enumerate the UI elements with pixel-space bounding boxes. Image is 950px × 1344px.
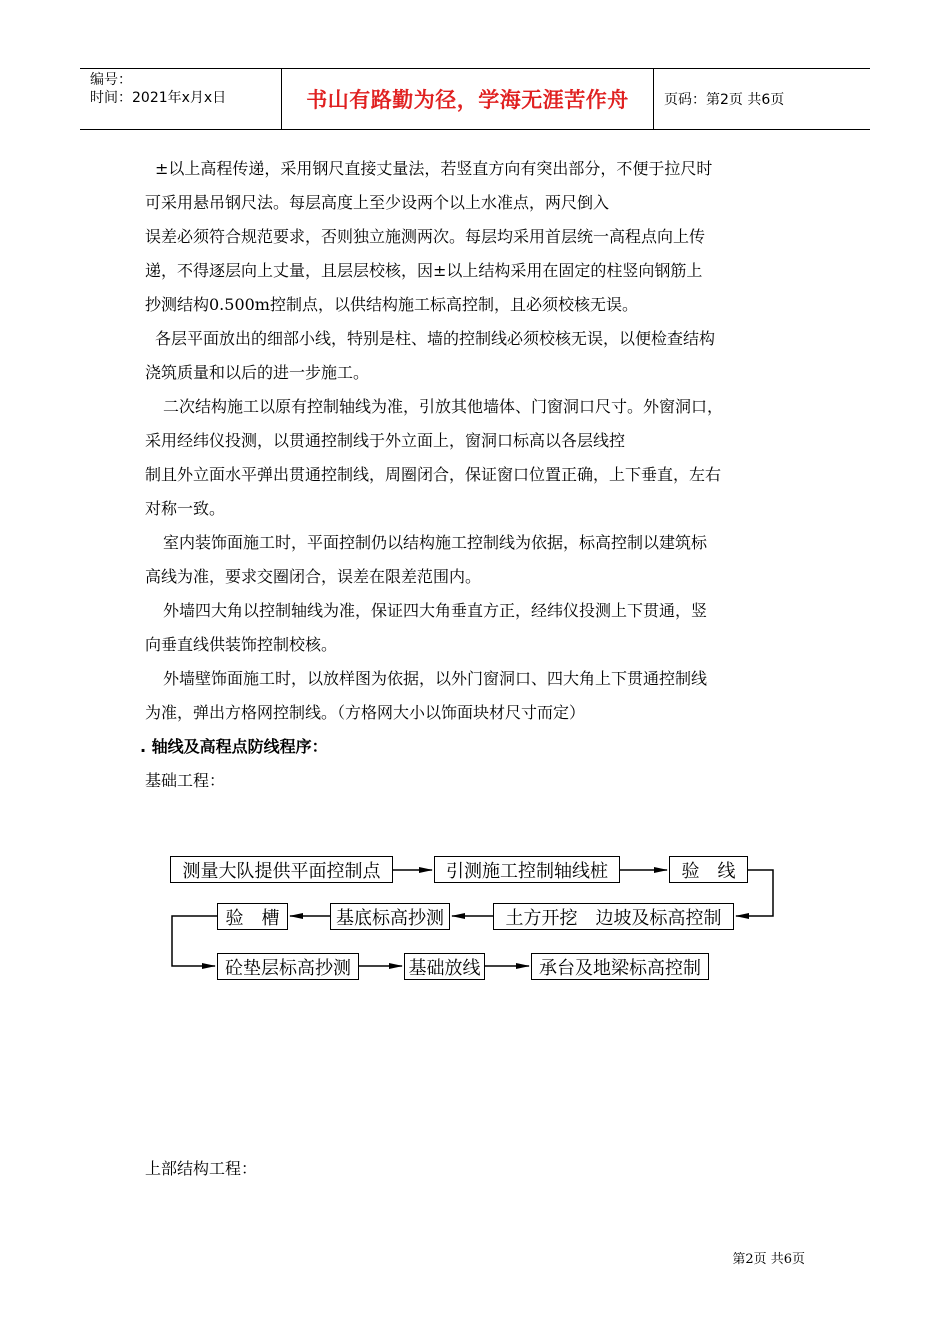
text-line: 高线为准，要求交圈闭合，误差在限差范围内。 — [145, 567, 482, 586]
body-text — [140, 152, 815, 798]
text-line: 可采用悬吊钢尺法。每层高度上至少设两个以上水准点，两尺倒入 — [145, 193, 610, 212]
flow-step-line-check: 验 线 — [669, 856, 748, 883]
text-line: 制且外立面水平弹出贯通控制线，周圈闭合，保证窗口位置正确，上下垂直，左右 — [145, 465, 722, 484]
time-label: 时间：2021年x月x日 — [90, 90, 227, 106]
text-line: 浇筑质量和以后的进一步施工。 — [145, 363, 370, 382]
text-line: 采用经纬仪投测，以贯通控制线于外立面上，窗洞口标高以各层线控 — [145, 431, 626, 450]
code-label: 编号： — [90, 72, 132, 88]
flow-step-base-elevation: 基底标高抄测 — [330, 903, 450, 930]
page-footer: 第2页 共6页 — [732, 1252, 805, 1267]
subsection-foundation: 基础工程： — [145, 771, 226, 790]
text-line: 抄测结构0.500m控制点，以供结构施工标高控制，且必须校核无误。 — [145, 295, 638, 314]
arrow-b6-b7 — [172, 916, 217, 966]
page-header — [80, 68, 870, 130]
text-line: 误差必须符合规范要求，否则独立施测两次。每层均采用首层统一高程点向上传 — [145, 227, 706, 246]
text-line: 二次结构施工以原有控制轴线为准，引放其他墙体、门窗洞口尺寸。外窗洞口， — [163, 397, 724, 416]
text-line: 对称一致。 — [145, 499, 226, 518]
text-line: 为准，弹出方格网控制线。（方格网大小以饰面块材尺寸而定） — [145, 703, 586, 722]
text-line: 外墙四大角以控制轴线为准，保证四大角垂直方正，经纬仪投测上下贯通，竖 — [163, 601, 708, 620]
text-line: ±以上高程传递，采用钢尺直接丈量法，若竖直方向有突出部分，不便于拉尺时 — [155, 159, 713, 178]
flow-step-cushion-elevation: 砼垫层标高抄测 — [217, 953, 359, 980]
text-line: 外墙壁饰面施工时，以放样图为依据，以外门窗洞口、四大角上下贯通控制线 — [163, 669, 708, 688]
flow-step-foundation-layout: 基础放线 — [404, 953, 485, 980]
text-line: 向垂直线供装饰控制校核。 — [145, 635, 338, 654]
flow-step-excavation: 土方开挖 边坡及标高控制 — [493, 903, 734, 930]
flow-step-trench-check: 验 槽 — [217, 903, 288, 930]
flow-step-cap-beam-elevation: 承台及地梁标高控制 — [531, 953, 709, 980]
section-title: . 轴线及高程点防线程序： — [140, 737, 328, 756]
header-motto: 书山有路勤为径，学海无涯苦作舟 — [282, 69, 654, 129]
text-line: 各层平面放出的细部小线，特别是柱、墙的控制线必须校核无误，以便检查结构 — [155, 329, 716, 348]
subsection-superstructure: 上部结构工程： — [145, 1159, 258, 1178]
foundation-flowchart — [160, 848, 800, 988]
flow-step-control-points: 测量大队提供平面控制点 — [170, 856, 393, 883]
header-page-info: 页码：第2页 共6页 — [664, 92, 785, 108]
text-line: 递，不得逐层向上丈量，且层层校核，因±以上结构采用在固定的柱竖向钢筋上 — [145, 261, 703, 280]
flow-step-axis-piles: 引测施工控制轴线桩 — [434, 856, 620, 883]
header-meta — [80, 69, 282, 129]
text-line: 室内装饰面施工时，平面控制仍以结构施工控制线为依据，标高控制以建筑标 — [163, 533, 708, 552]
